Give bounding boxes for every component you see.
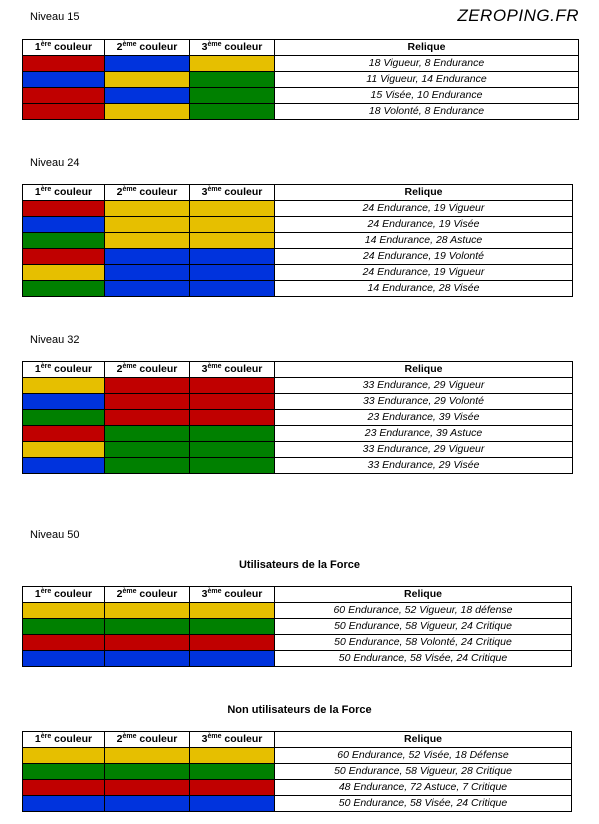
section-title-niveau-15: Niveau 15	[30, 11, 80, 23]
color-swatch-1-red	[23, 56, 105, 72]
color-swatch-2-blue	[105, 249, 190, 265]
color-swatch-2-blue	[105, 796, 190, 812]
header-third-color: 3ème couleur	[190, 587, 275, 603]
header-third-color: 3ème couleur	[190, 40, 275, 56]
table-row	[23, 249, 573, 265]
color-swatch-3-yellow	[190, 201, 275, 217]
header-second-color: 2ème couleur	[105, 40, 190, 56]
color-swatch-3-green	[190, 88, 275, 104]
color-swatch-2-red	[105, 635, 190, 651]
relic-stats: 18 Volonté, 8 Endurance	[275, 104, 579, 120]
color-swatch-3-blue	[190, 651, 275, 667]
color-swatch-1-red	[23, 104, 105, 120]
color-swatch-2-blue	[105, 265, 190, 281]
color-swatch-3-green	[190, 619, 275, 635]
color-swatch-1-red	[23, 780, 105, 796]
color-swatch-2-green	[105, 426, 190, 442]
table-header-row	[23, 185, 573, 201]
color-swatch-1-red	[23, 249, 105, 265]
color-swatch-1-blue	[23, 217, 105, 233]
relic-stats: 50 Endurance, 58 Vigueur, 24 Critique	[275, 619, 572, 635]
color-swatch-1-red	[23, 88, 105, 104]
table-row	[23, 233, 573, 249]
table-row	[23, 635, 572, 651]
relic-stats: 18 Vigueur, 8 Endurance	[275, 56, 579, 72]
relic-stats: 33 Endurance, 29 Visée	[275, 458, 573, 474]
table-row	[23, 201, 573, 217]
section-title-niveau-24: Niveau 24	[30, 157, 80, 169]
table-row	[23, 72, 579, 88]
color-swatch-1-green	[23, 619, 105, 635]
relic-table-niveau-32	[22, 361, 573, 474]
table-row	[23, 265, 573, 281]
header-third-color: 3ème couleur	[190, 362, 275, 378]
color-swatch-1-yellow	[23, 603, 105, 619]
header-first-color: 1ère couleur	[23, 587, 105, 603]
relic-stats: 14 Endurance, 28 Astuce	[275, 233, 573, 249]
relic-stats: 23 Endurance, 39 Astuce	[275, 426, 573, 442]
header-first-color: 1ère couleur	[23, 185, 105, 201]
color-swatch-2-yellow	[105, 233, 190, 249]
relic-stats: 33 Endurance, 29 Vigueur	[275, 378, 573, 394]
header-first-color: 1ère couleur	[23, 40, 105, 56]
color-swatch-1-blue	[23, 72, 105, 88]
section-title-niveau-32: Niveau 32	[30, 334, 80, 346]
color-swatch-1-blue	[23, 796, 105, 812]
table-row	[23, 796, 572, 812]
table-row	[23, 281, 573, 297]
color-swatch-2-yellow	[105, 748, 190, 764]
color-swatch-2-blue	[105, 88, 190, 104]
color-swatch-3-blue	[190, 265, 275, 281]
color-swatch-1-blue	[23, 651, 105, 667]
table-row	[23, 748, 572, 764]
color-swatch-1-yellow	[23, 748, 105, 764]
header-second-color: 2ème couleur	[105, 362, 190, 378]
header-first-color: 1ère couleur	[23, 732, 105, 748]
color-swatch-2-yellow	[105, 217, 190, 233]
relic-stats: 24 Endurance, 19 Volonté	[275, 249, 573, 265]
relic-table-niveau-50-force-users	[22, 586, 572, 667]
table-row	[23, 88, 579, 104]
table-row	[23, 458, 573, 474]
color-swatch-3-blue	[190, 796, 275, 812]
header-second-color: 2ème couleur	[105, 732, 190, 748]
color-swatch-3-blue	[190, 249, 275, 265]
table-row	[23, 378, 573, 394]
table-row	[23, 56, 579, 72]
relic-stats: 60 Endurance, 52 Visée, 18 Défense	[275, 748, 572, 764]
relic-table-niveau-15	[22, 39, 579, 120]
relic-stats: 24 Endurance, 19 Visée	[275, 217, 573, 233]
color-swatch-2-yellow	[105, 201, 190, 217]
header-relic: Relique	[275, 40, 579, 56]
relic-stats: 24 Endurance, 19 Vigueur	[275, 265, 573, 281]
color-swatch-2-yellow	[105, 72, 190, 88]
color-swatch-3-yellow	[190, 748, 275, 764]
color-swatch-2-red	[105, 378, 190, 394]
color-swatch-2-green	[105, 764, 190, 780]
header-third-color: 3ème couleur	[190, 732, 275, 748]
table-header-row	[23, 362, 573, 378]
color-swatch-3-yellow	[190, 233, 275, 249]
group-title-non-force-users: Non utilisateurs de la Force	[227, 704, 372, 716]
color-swatch-2-green	[105, 619, 190, 635]
header-relic: Relique	[275, 732, 572, 748]
header-second-color: 2ème couleur	[105, 185, 190, 201]
table-row	[23, 394, 573, 410]
header-relic: Relique	[275, 587, 572, 603]
relic-stats: 50 Endurance, 58 Visée, 24 Critique	[275, 796, 572, 812]
section-title-niveau-50: Niveau 50	[30, 529, 80, 541]
color-swatch-2-red	[105, 394, 190, 410]
color-swatch-2-green	[105, 442, 190, 458]
table-row	[23, 426, 573, 442]
relic-stats: 33 Endurance, 29 Volonté	[275, 394, 573, 410]
table-header-row	[23, 732, 572, 748]
relic-stats: 50 Endurance, 58 Volonté, 24 Critique	[275, 635, 572, 651]
table-row	[23, 217, 573, 233]
color-swatch-3-green	[190, 72, 275, 88]
color-swatch-3-red	[190, 378, 275, 394]
color-swatch-2-red	[105, 410, 190, 426]
color-swatch-3-yellow	[190, 603, 275, 619]
relic-stats: 48 Endurance, 72 Astuce, 7 Critique	[275, 780, 572, 796]
color-swatch-3-red	[190, 780, 275, 796]
table-row	[23, 764, 572, 780]
header-first-color: 1ère couleur	[23, 362, 105, 378]
color-swatch-2-green	[105, 458, 190, 474]
relic-stats: 50 Endurance, 58 Visée, 24 Critique	[275, 651, 572, 667]
table-row	[23, 603, 572, 619]
header-third-color: 3ème couleur	[190, 185, 275, 201]
color-swatch-3-red	[190, 635, 275, 651]
relic-stats: 14 Endurance, 28 Visée	[275, 281, 573, 297]
color-swatch-1-green	[23, 764, 105, 780]
color-swatch-1-red	[23, 201, 105, 217]
color-swatch-3-green	[190, 442, 275, 458]
color-swatch-1-green	[23, 233, 105, 249]
color-swatch-2-blue	[105, 56, 190, 72]
relic-stats: 15 Visée, 10 Endurance	[275, 88, 579, 104]
color-swatch-1-blue	[23, 394, 105, 410]
color-swatch-1-yellow	[23, 442, 105, 458]
color-swatch-1-green	[23, 281, 105, 297]
relic-table-niveau-50-non-force-users	[22, 731, 572, 812]
relic-stats: 60 Endurance, 52 Vigueur, 18 défense	[275, 603, 572, 619]
color-swatch-2-yellow	[105, 603, 190, 619]
color-swatch-1-yellow	[23, 265, 105, 281]
color-swatch-1-red	[23, 635, 105, 651]
table-row	[23, 619, 572, 635]
relic-stats: 23 Endurance, 39 Visée	[275, 410, 573, 426]
color-swatch-2-blue	[105, 651, 190, 667]
color-swatch-3-yellow	[190, 217, 275, 233]
table-row	[23, 104, 579, 120]
color-swatch-3-green	[190, 764, 275, 780]
color-swatch-3-green	[190, 426, 275, 442]
header-relic: Relique	[275, 185, 573, 201]
relic-stats: 11 Vigueur, 14 Endurance	[275, 72, 579, 88]
relic-stats: 50 Endurance, 58 Vigueur, 28 Critique	[275, 764, 572, 780]
relic-stats: 24 Endurance, 19 Vigueur	[275, 201, 573, 217]
color-swatch-1-green	[23, 410, 105, 426]
header-second-color: 2ème couleur	[105, 587, 190, 603]
relic-stats: 33 Endurance, 29 Vigueur	[275, 442, 573, 458]
table-row	[23, 780, 572, 796]
color-swatch-2-blue	[105, 281, 190, 297]
header-relic: Relique	[275, 362, 573, 378]
color-swatch-3-red	[190, 394, 275, 410]
color-swatch-1-blue	[23, 458, 105, 474]
table-row	[23, 410, 573, 426]
color-swatch-3-blue	[190, 281, 275, 297]
color-swatch-2-yellow	[105, 104, 190, 120]
color-swatch-2-red	[105, 780, 190, 796]
table-header-row	[23, 40, 579, 56]
color-swatch-1-yellow	[23, 378, 105, 394]
color-swatch-3-green	[190, 104, 275, 120]
color-swatch-3-green	[190, 458, 275, 474]
site-logo: ZEROPING.FR	[457, 6, 579, 25]
color-swatch-3-red	[190, 410, 275, 426]
group-title-force-users: Utilisateurs de la Force	[238, 559, 361, 571]
color-swatch-1-red	[23, 426, 105, 442]
table-row	[23, 651, 572, 667]
table-header-row	[23, 587, 572, 603]
relic-table-niveau-24	[22, 184, 573, 297]
table-row	[23, 442, 573, 458]
color-swatch-3-yellow	[190, 56, 275, 72]
